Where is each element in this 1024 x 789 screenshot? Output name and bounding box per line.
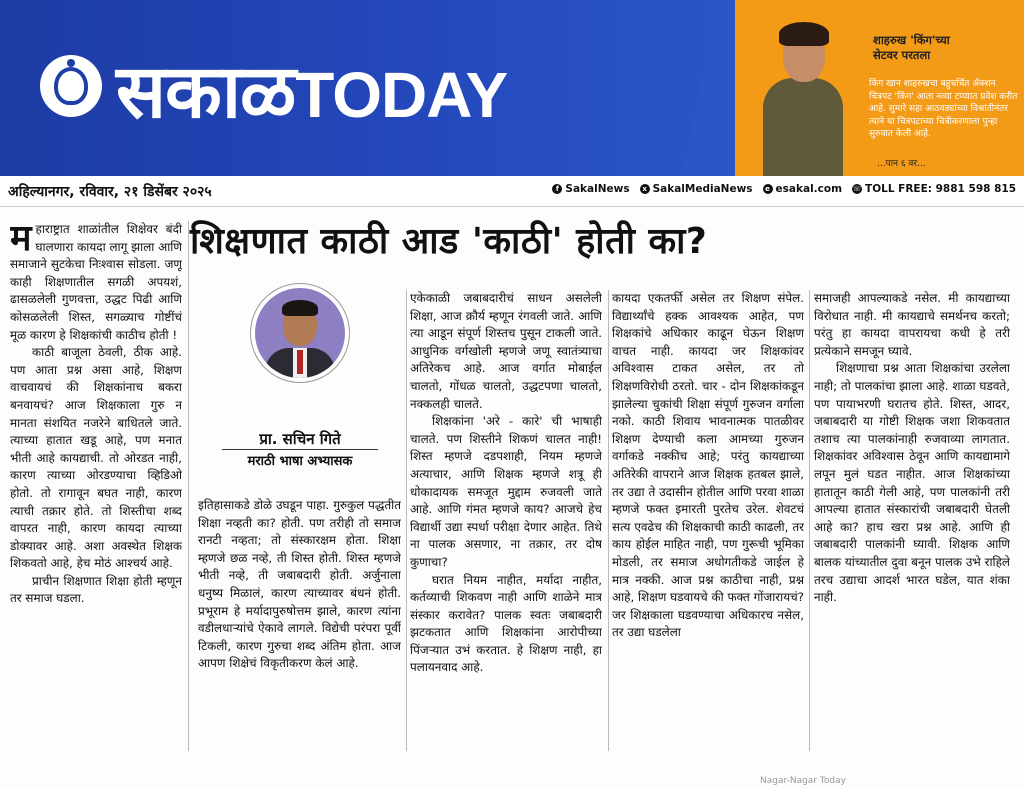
col1-para-3: प्राचीन शिक्षणात शिक्षा होती म्हणून तर समाज घडला. <box>10 573 182 606</box>
tollfree-number: TOLL FREE: 9881 598 815 <box>865 183 1016 195</box>
promo-title-line-1: शाहरुख 'किंग'च्या <box>873 33 950 47</box>
website-link[interactable] <box>763 183 843 195</box>
sakal-logo-icon <box>40 55 102 117</box>
promo-body: किंग खान शाहरुखचा बहुचर्चित ॲक्शन चित्रपट 'किंग' आता नव्या टप्प्यात प्रवेश करीत आहे. सुमारे सहा आठवड्यांच्या विश्रांतीनंतर त्याने या चित्रपटाच्या चित्रीकरणाला पुन्हा सुरुवात केली आहे. <box>869 79 1018 139</box>
col3-para-2: शिक्षकांना 'अरे - कारे' ची भाषाही चालते. पण शिस्तीने शिकणं चालत नाही! शिस्त म्हणजे दडपशाही, नियम म्हणजे अत्याचार, आणि शिक्षक म्हणजे शत्रू ही धोकादायक समजूत मुद्दाम रुजवली जाते आहे. आणि गंमत म्हणजे काय? आजचे हेच विद्यार्थी उद्या स्पर्धा परीक्षा देणार आहेत. तिथे ना पालक असणार, ना तक्रार, तर दोष कुणाचा? <box>410 414 602 569</box>
promo-photo-jacket <box>763 78 843 176</box>
author-name: प्रा. सचिन गिते <box>259 430 341 448</box>
author-hair <box>282 300 318 316</box>
edition-date: अहिल्यानगर, रविवार, २१ डिसेंबर २०२५ <box>8 184 212 200</box>
masthead-logo <box>116 38 507 139</box>
col3-para-1: एकेकाळी जबाबदारीचं साधन असलेली शिक्षा, आज क्रौर्य म्हणून रंगवली जाते. आणि त्या आडून संपूर्ण शिस्तच पुसून टाकली जाते. आधुनिक वर्गखोली म्हणजे जणू स्वातंत्र्याचा अतिरेकच आहे. आज वर्गात मोबाईल चालतो, गोंधळ चालतो, उद्धटपणा चालतो, नक्कलही चालते. <box>410 291 602 411</box>
promo-photo <box>763 18 843 176</box>
author-photo <box>250 283 350 383</box>
x-link[interactable] <box>640 183 753 195</box>
article-column-4 <box>612 290 804 751</box>
logo-ring <box>54 67 88 105</box>
author-role: मराठी भाषा अभ्यासक <box>247 454 353 469</box>
masthead <box>0 0 1024 176</box>
author-photo-bg <box>255 288 345 378</box>
phone-icon: ☏ <box>852 185 862 193</box>
logo-devanagari: सकाळ <box>116 49 296 135</box>
facebook-handle: SakalNews <box>565 183 630 195</box>
logo-dot <box>67 59 75 67</box>
social-links <box>552 183 1016 195</box>
col1-para-1-text: हाराष्ट्रात शाळांतील शिक्षेवर बंदी घालणारा कायदा लागू झाला आणि समाजाने सुटकेचा निःश्वास सोडला. जणू काही शिक्षणातील सगळी अपयशं, ढासळलेली गुणवत्ता, उद्धट पिढी आणि कोसळलेली शिस्त, सगळ्याच गोष्टींचं मूळ कारण हे शिक्षकांची काठीच होती ! <box>10 222 182 342</box>
x-handle: SakalMediaNews <box>652 183 753 195</box>
website-url: esakal.com <box>775 183 843 195</box>
promo-box[interactable] <box>735 0 1024 176</box>
logo-today: TODAY <box>295 59 508 131</box>
promo-page-ref: ...पान ६ वर... <box>877 159 926 169</box>
col4-para-1: कायदा एकतर्फी असेल तर शिक्षण संपेल. विद्यार्थ्यांचे हक्क आवश्यक आहेत, पण शिक्षकांचे अधिकार काढून घेऊन शिक्षण वाचत नाही. कायदा जर शिक्षकांवर अविश्वास टाकत असेल, तर तो शिक्षणविरोधी ठरतो. चार - दोन शिक्षकांकडून झालेल्या चुकांची शिक्षा संपूर्ण गुरुजन वर्गाला नको. काठी शिवाय भावनात्मक पातळीवर शिक्षण देण्याची कला आमच्या गुरुजन वर्गाकडे नक्कीच आहे; परंतु कायद्याच्या अतिरेकी वापराने आज शिक्षक हतबल झाले, तर उद्या ते उदासीन होतील आणि परवा शाळा म्हणजे फक्त इमारती पुरतेच उरेल. शेवटचं सत्य एवढेच की शिक्षकाची काठी काढली, तर काय होईल माहित नाही, पण गुरूची भूमिका मोडली, तर समाज अधोगतीकडे जाईल हे मात्र नक्की. आज प्रश्न काठीचा नाही, प्रश्न आहे, शिक्षण घडवायचे की फक्त गोंजारायचं? जर शिक्षकाला घडवण्याचा अधिकारच नसेल, तर उद्या घडलेला <box>612 291 804 640</box>
column-rule-3 <box>608 290 609 751</box>
article-column-2 <box>198 497 401 751</box>
promo-title <box>873 33 950 63</box>
col2-para-1: इतिहासाकडे डोळे उघडून पाहा. गुरुकुल पद्धतीत शिक्षा नव्हती का? होती. पण तरीही तो समाज रानटी नव्हता; तो संस्कारक्षम होता. शिक्षा म्हणजे छळ नव्हे, ती शिस्त होती. शिस्त म्हणजे भीती नव्हे, ती जबाबदारी होती. अर्जुनाला धनुष्य मिळालं, कारण त्याच्यावर बंधनं होती. प्रभूराम हे मर्यादापुरुषोत्तम झाले, कारण त्यांना वडीलधाऱ्यांचे ऐकावे लागले. विद्येची परंपरा पूर्वी टिकली, कारण गुरुचा शब्द अंतिम होता. आज आपण शिक्षेचं विकृतीकरण केलं आहे. <box>198 498 401 671</box>
col1-para-1 <box>10 221 182 344</box>
article-column-5 <box>814 290 1010 751</box>
dropcap: म <box>10 221 32 259</box>
column-rule-1 <box>188 221 189 751</box>
x-icon: x <box>640 184 650 194</box>
col5-para-2: शिक्षणाचा प्रश्न आता शिक्षकांचा उरलेला नाही; तो पालकांचा झाला आहे. शाळा घडवते, पण पायाभरणी घरातच होते. शिस्त, आदर, जबाबदारी या गोष्टी शिक्षक जशा शिकवतात तशाच त्या पालकांनाही रुजवाव्या लागतात. शिक्षकांवर अविश्वास ठेवून आणि कायद्यामागे लपून मुलं घडत नाहीत. आज शिक्षकांच्या हातातून काठी गेली आहे, पण पालकांनी तरी आपल्या हातात संस्कारांची जबाबदारी घेतली आहे का? हाच खरा प्रश्न आहे. आणि ही जबाबदारी पालकांनी घ्यावी. शिक्षक आणि बालक यांच्यातील दुवा बनून पालक उभे राहिले तरच उद्याचा आदर्श भारत घडेल, यात शंका नाही. <box>814 361 1010 605</box>
column-rule-4 <box>809 290 810 751</box>
promo-title-line-2: सेटवर परतला <box>873 48 931 62</box>
tollfree-link[interactable] <box>852 183 1016 195</box>
facebook-icon: f <box>552 184 562 194</box>
footer-credit: Nagar-Nagar Today <box>760 776 846 786</box>
author-card <box>198 283 402 481</box>
author-divider <box>222 449 378 450</box>
facebook-link[interactable] <box>552 183 629 195</box>
dateline-bar <box>0 176 1024 207</box>
column-rule-2 <box>406 290 407 751</box>
col3-para-3: घरात नियम नाहीत, मर्यादा नाहीत, कर्तव्याची शिकवण नाही आणि शाळेने मात्र संस्कार करावेत? पालक स्वतः जबाबदारी झटकतात आणि शिक्षकांना आरोपीच्या पिंजऱ्यात उभं करतात. हे शिक्षण नाही, हा पलायनवाद आहे. <box>410 572 602 675</box>
col1-para-2: काठी बाजूला ठेवली, ठीक आहे. पण आता प्रश्न असा आहे, शिक्षण वाचवायचं की शिक्षकांनाच बकरा बनवायचं? आज शिक्षकाला गुरु न मानता संशयित नजरेने बाधितले जाते. त्याच्या हातात खडू आहे, पण मनात भीती आहे कायद्याची. तो ओरडत नाही, कारण त्याच्या ओरडण्याचा व्हिडिओ होतो. तो रागावून बघत नाही, कारण त्याची तक्रार होते. तो शिस्तीचा शब्द वापरत नाही, कारण कायदा त्याच्या डोक्यावर आहे. अशा अवस्थेत शिक्षक शिकवतो आहे, हेच मोठं आश्चर्य आहे. <box>10 345 182 571</box>
col5-para-1: समाजही आपल्याकडे नसेल. मी कायद्याच्या विरोधात नाही. मी कायद्याचे समर्थनच करतो; परंतु हा कायदा वापरायचा कधी हे तरी प्रत्येकाने समजून घ्यावे. <box>814 291 1010 358</box>
article-headline: शिक्षणात काठी आड 'काठी' होती का? <box>190 221 708 262</box>
globe-icon: e <box>763 184 773 194</box>
promo-photo-hair <box>779 22 829 46</box>
author-tie <box>297 350 303 374</box>
article-column-1 <box>10 221 182 751</box>
article-column-3 <box>410 290 602 751</box>
